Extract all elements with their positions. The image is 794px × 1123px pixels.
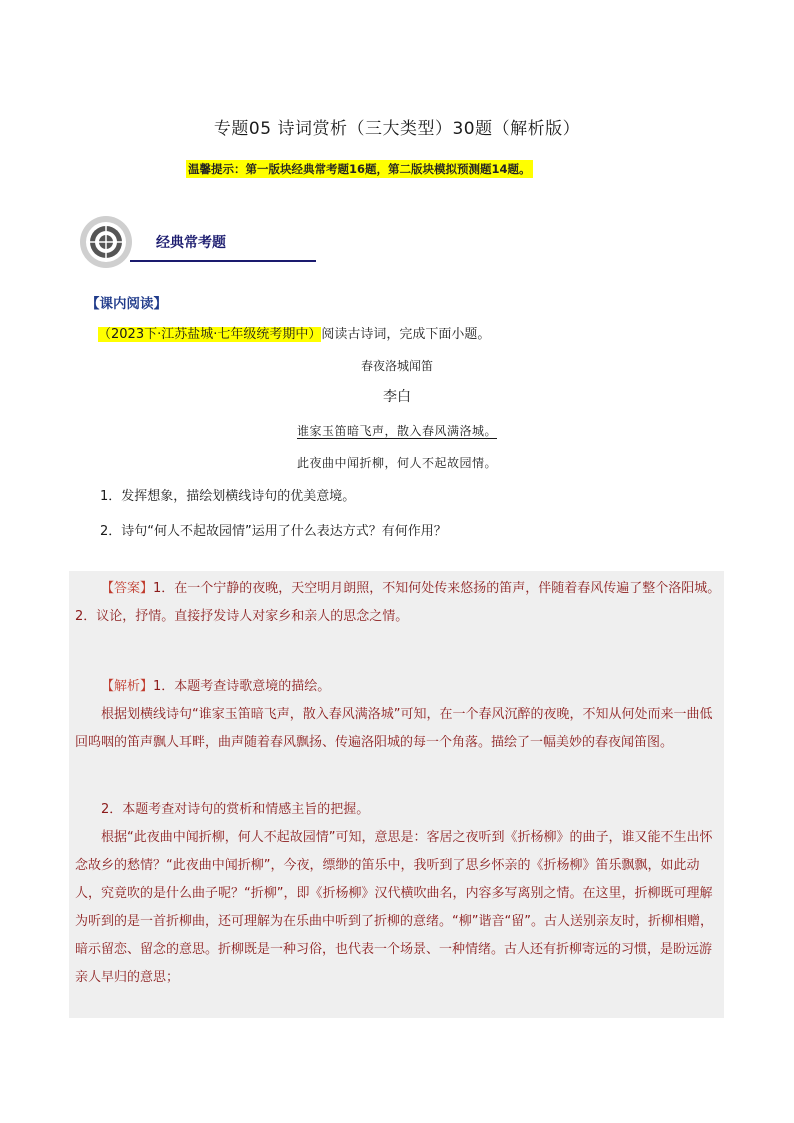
section-header <box>78 214 318 270</box>
analysis-p1: 1．本题考查诗歌意境的描绘。 <box>153 679 331 694</box>
answer-paragraph <box>75 575 727 631</box>
question-intro <box>98 323 490 342</box>
analysis-paragraph-2: 根据划横线诗句“谁家玉笛暗飞声，散入春风满洛城”可知，在一个春风沉醉的夜晚，不知从何处而来一曲低回呜咽的笛声飘人耳畔，曲声随着春风飘扬、传遍洛阳城的每一个角落。描绘了一幅美妙的春夜闻笛图。 <box>75 707 713 750</box>
page-title: 专题05 诗词赏析（三大类型）30题（解析版） <box>213 119 581 139</box>
answer-text: 1．在一个宁静的夜晚，天空明月朗照，不知何处传来悠扬的笛声，伴随着春风传遍了整个洛阳城。 2．议论，抒情。直接抒发诗人对家乡和亲人的思念之情。 <box>75 581 727 624</box>
poem-line1-text: 谁家玉笛暗飞声，散入春风满洛城。 <box>296 424 497 438</box>
question-2: 2．诗句“何人不起故园情”运用了什么表达方式？有何作用？ <box>100 524 447 539</box>
source-tag: （2023下·江苏盐城·七年级统考期中） <box>98 327 322 342</box>
analysis-label: 【解析】 <box>101 679 154 694</box>
analysis-paragraph-4: 根据“此夜曲中闻折柳，何人不起故园情”可知，意思是：客居之夜听到《折杨柳》的曲子，谁又能不生出怀念故乡的愁情？“此夜曲中闻折柳”，今夜，缥缈的笛乐中，我听到了思乡怀亲的《折杨柳》笛乐飘飘，如此动人，究竟吹的是什么曲子呢？“折柳”，即《折杨柳》汉代横吹曲名，内容多写离别之情。在这里，折柳既可理解为听到的是一首折柳曲，还可理解为在乐曲中听到了折柳的意绪。“柳”谐音“留”。古人送别亲友时，折柳相赠，暗示留恋、留念的意思。折柳既是一种习俗，也代表一个场景、一种情绪。古人还有折柳寄远的习惯，是盼远游亲人早归的意思； <box>75 830 713 985</box>
section-title: 经典常考题 <box>156 235 226 251</box>
poem-line2: 此夜曲中闻折柳，何人不起故园情。 <box>296 456 497 470</box>
answer-label: 【答案】 <box>101 581 154 596</box>
poem-line-underlined <box>0 422 794 439</box>
analysis-paragraph-1 <box>75 673 717 701</box>
question-prompt: 阅读古诗词，完成下面小题。 <box>321 327 491 342</box>
tip-banner: 温馨提示：第一版块经典常考题16题，第二版块模拟预测题14题。 <box>188 162 531 176</box>
poem-author: 李白 <box>383 389 411 405</box>
poem-title: 春夜洛城闻笛 <box>360 359 433 373</box>
analysis-paragraph-3: 2．本题考查对诗句的赏析和情感主旨的把握。 <box>101 802 370 817</box>
question-1: 1．发挥想象，描绘划横线诗句的优美意境。 <box>100 489 356 504</box>
reading-subhead: 【课内阅读】 <box>86 296 167 312</box>
section-underline <box>130 260 316 262</box>
target-icon <box>78 214 134 270</box>
answer-panel <box>69 571 727 1018</box>
